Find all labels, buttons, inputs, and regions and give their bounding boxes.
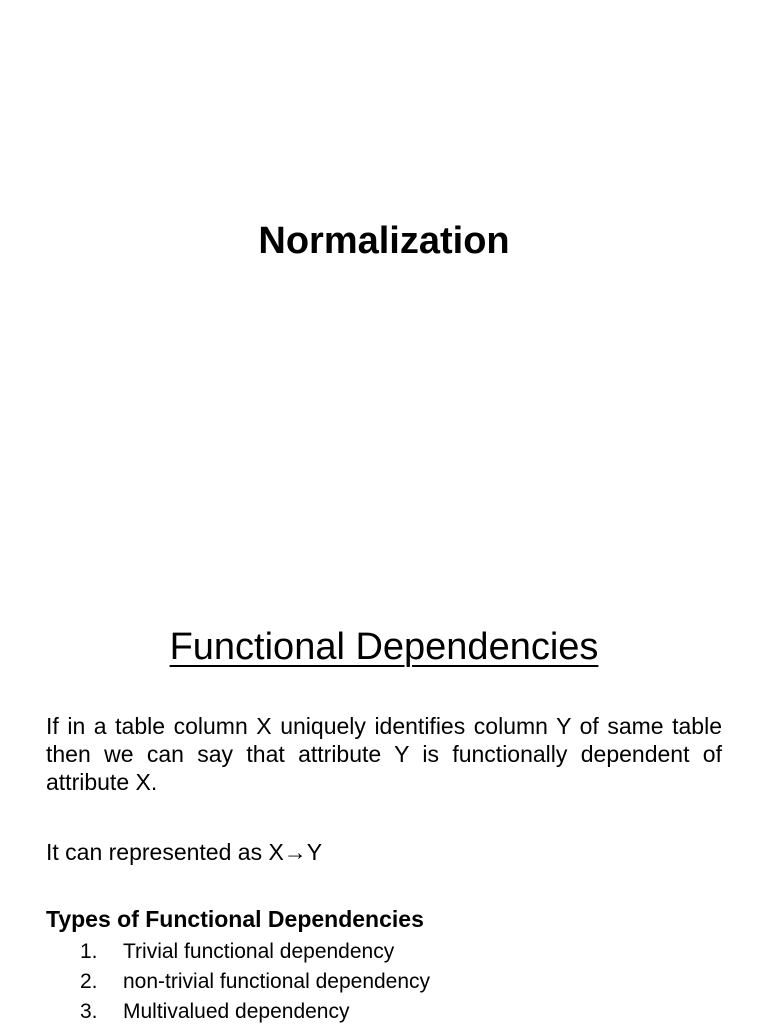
list-item-label: Trivial functional dependency bbox=[123, 940, 395, 963]
list-item bbox=[80, 937, 430, 967]
slide-title bbox=[0, 622, 768, 672]
list-item-label: non-trivial functional dependency bbox=[123, 970, 431, 993]
slide-title-text: Functional Dependencies bbox=[169, 626, 599, 668]
representation-text: It can represented as X→Y bbox=[46, 839, 323, 865]
list-item-label: Multivalued dependency bbox=[123, 1000, 350, 1023]
list-item-number: 3. bbox=[80, 1000, 98, 1023]
slide-title: Normalization bbox=[258, 220, 510, 262]
slide-functional-dependencies bbox=[0, 576, 768, 1024]
list-item bbox=[80, 997, 430, 1027]
definition-paragraph: If in a table column X uniquely identifies column Y of same table then we can say that attribute Y is functionally dependent of attribute X. bbox=[46, 713, 722, 795]
types-heading: Types of Functional Dependencies bbox=[46, 906, 424, 932]
list-item bbox=[80, 967, 430, 997]
types-list bbox=[80, 937, 430, 1027]
list-item-number: 1. bbox=[80, 940, 98, 963]
list-item-number: 2. bbox=[80, 970, 98, 993]
